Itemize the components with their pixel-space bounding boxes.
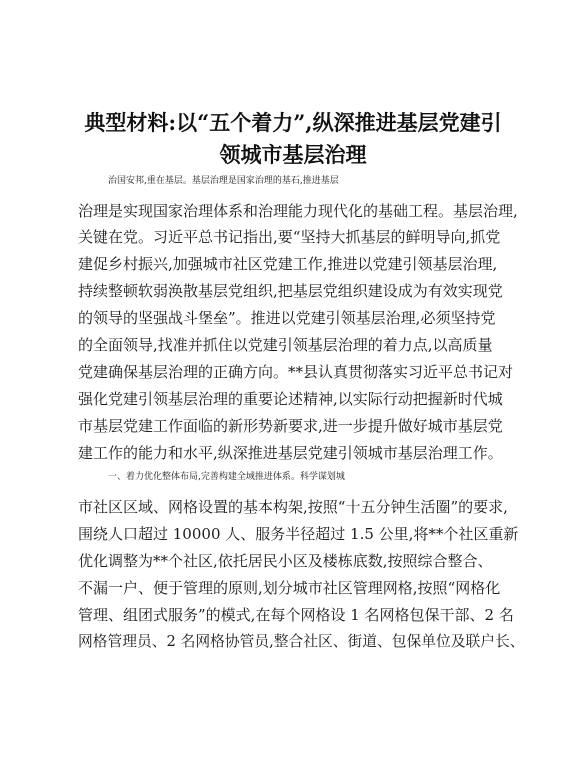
body-line: 治理是实现国家治理体系和治理能力现代化的基础工程。基层治理, bbox=[78, 202, 518, 220]
body-line: 治国安邦,重在基层。基层治理是国家治理的基石,推进基层 bbox=[108, 176, 339, 186]
document-title-line-1: 典型材料:以“五个着力”,纵深推进基层党建引 bbox=[84, 110, 502, 135]
body-line: 围绕人口超过 10000 人、服务半径超过 1.5 公里,将**个社区重新 bbox=[78, 525, 519, 543]
body-line: 市基层党建工作面临的新形势新要求,进一步提升做好城市基层党 bbox=[78, 417, 503, 435]
body-line: 建促乡村振兴,加强城市社区党建工作,推进以党建引领基层治理, bbox=[78, 255, 498, 273]
body-line: 管理、组团式服务”的模式,在每个网格设 1 名网格包保干部、2 名 bbox=[78, 606, 514, 624]
body-line: 持续整顿软弱涣散基层党组织,把基层党组织建设成为有效实现党 bbox=[78, 282, 503, 300]
body-line: 网格管理员、2 名网格协管员,整合社区、街道、包保单位及联户长、 bbox=[78, 633, 525, 650]
body-line: 不漏一户、便于管理的原则,划分城市社区管理网格,按照“网格化 bbox=[78, 579, 501, 597]
body-line: 的领导的坚强战斗堡垒”。推进以党建引领基层治理,必须坚持党 bbox=[78, 309, 496, 327]
body-line: 党建确保基层治理的正确方向。**县认真贯彻落实习近平总书记对 bbox=[78, 363, 514, 381]
body-line: 市社区区域、网格设置的基本构架,按照“十五分钟生活圈”的要求, bbox=[78, 498, 508, 516]
body-line: 建工作的能力和水平,纵深推进基层党建引领城市基层治理工作。 bbox=[78, 444, 503, 462]
body-line: 的全面领导,找准并抓住以党建引领基层治理的着力点,以高质量 bbox=[78, 336, 493, 354]
body-line: 优化调整为**个社区,依托居民小区及楼栋底数,按照综合整合、 bbox=[78, 552, 493, 570]
body-line: 强化党建引领基层治理的重要论述精神,以实际行动把握新时代城 bbox=[78, 390, 503, 408]
body-line: 关键在党。习近平总书记指出,要“坚持大抓基层的鲜明导向,抓党 bbox=[78, 228, 501, 246]
document-title-line-2: 领城市基层治理 bbox=[219, 142, 367, 167]
body-line: 一、着力优化整体布局,完善构建全域推进体系。科学谋划城 bbox=[108, 472, 345, 482]
